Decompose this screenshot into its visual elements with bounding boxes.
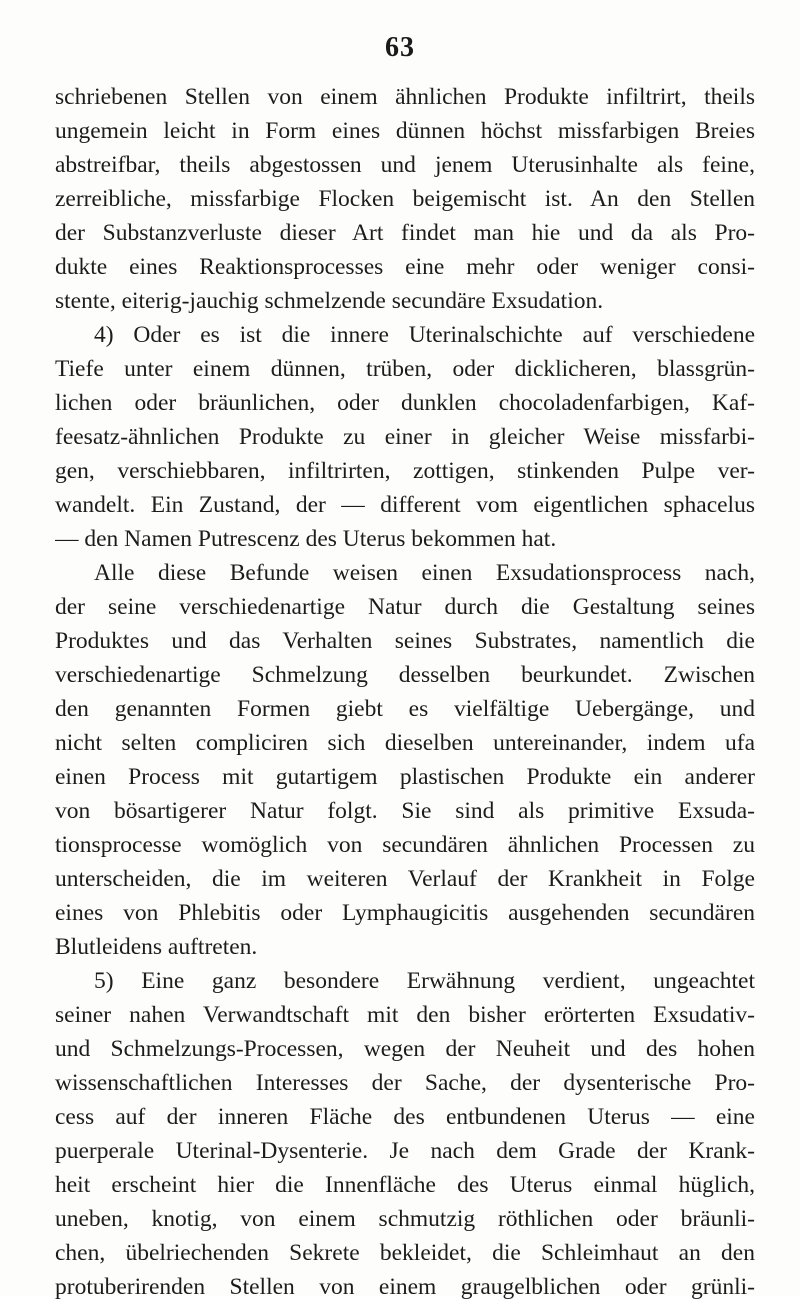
text-line: Alle diese Befunde weisen einen Exsudationsprocess nach, (94, 560, 755, 586)
text-line: Blutleidens auftreten. (55, 934, 258, 960)
text-line: Produktes und das Verhalten seines Substrates, namentlich die (55, 628, 755, 654)
text-line: eines von Phlebitis oder Lymphaugicitis ausgehenden secundären (55, 900, 755, 926)
text-line: dukte eines Reaktionsprocesses eine mehr oder weniger consi- (55, 254, 755, 280)
text-line: der Substanzverluste dieser Art findet man hie und da als Pro- (55, 220, 755, 246)
text-line: feesatz-ähnlichen Produkte zu einer in gleicher Weise missfarbi- (55, 424, 755, 450)
text-line: 4) Oder es ist die innere Uterinalschichte auf verschiedene (94, 322, 755, 348)
text-line: zerreibliche, missfarbige Flocken beigemischt ist. An den Stellen (55, 186, 755, 212)
text-line: und Schmelzungs-Processen, wegen der Neuheit und des hohen (55, 1036, 755, 1062)
text-line: protuberirenden Stellen von einem graugelblichen oder grünli- (55, 1274, 755, 1300)
text-line: von bösartigerer Natur folgt. Sie sind als primitive Exsuda- (55, 798, 755, 824)
text-line: puerperale Uterinal-Dysenterie. Je nach dem Grade der Krank- (55, 1138, 755, 1164)
text-line: seiner nahen Verwandtschaft mit den bisher erörterten Exsudativ- (55, 1002, 755, 1028)
text-line: lichen oder bräunlichen, oder dunklen chocoladenfarbigen, Kaf- (55, 390, 755, 416)
text-line: wissenschaftlichen Interesses der Sache, der dysenterische Pro- (55, 1070, 755, 1096)
text-line: wandelt. Ein Zustand, der — different vom eigentlichen sphacelus (55, 492, 755, 518)
text-line: chen, übelriechenden Sekrete bekleidet, die Schleimhaut an den (55, 1240, 755, 1266)
text-line: unterscheiden, die im weiteren Verlauf der Krankheit in Folge (55, 866, 755, 892)
text-line: einen Process mit gutartigem plastischen Produkte ein anderer (55, 764, 755, 790)
text-line: cess auf der inneren Fläche des entbundenen Uterus — eine (55, 1104, 755, 1130)
text-line: verschiedenartige Schmelzung desselben beurkundet. Zwischen (55, 662, 755, 688)
text-line: gen, verschiebbaren, infiltrirten, zottigen, stinkenden Pulpe ver- (55, 458, 755, 484)
text-line: Tiefe unter einem dünnen, trüben, oder dicklicheren, blassgrün- (55, 356, 755, 382)
text-line: uneben, knotig, von einem schmutzig röthlichen oder bräunli- (55, 1206, 755, 1232)
page-number: 63 (385, 32, 415, 63)
text-line: 5) Eine ganz besondere Erwähnung verdient, ungeachtet (94, 968, 755, 994)
body-text (55, 80, 755, 1304)
text-line: nicht selten compliciren sich dieselben untereinander, indem ufa (55, 730, 755, 756)
text-line: den genannten Formen giebt es vielfältige Uebergänge, und (55, 696, 755, 722)
text-line: heit erscheint hier die Innenfläche des Uterus einmal hüglich, (55, 1172, 755, 1198)
text-line: tionsprocesse womöglich von secundären ähnlichen Processen zu (55, 832, 755, 858)
text-line: der seine verschiedenartige Natur durch die Gestaltung seines (55, 594, 755, 620)
text-line: ungemein leicht in Form eines dünnen höchst missfarbigen Breies (55, 118, 755, 144)
text-line: abstreifbar, theils abgestossen und jenem Uterusinhalte als feine, (55, 152, 755, 178)
text-line: — den Namen Putrescenz des Uterus bekommen hat. (55, 526, 557, 552)
text-line: stente, eiterig-jauchig schmelzende secundäre Exsudation. (55, 288, 604, 314)
text-line: schriebenen Stellen von einem ähnlichen Produkte infiltrirt, theils (55, 84, 755, 110)
